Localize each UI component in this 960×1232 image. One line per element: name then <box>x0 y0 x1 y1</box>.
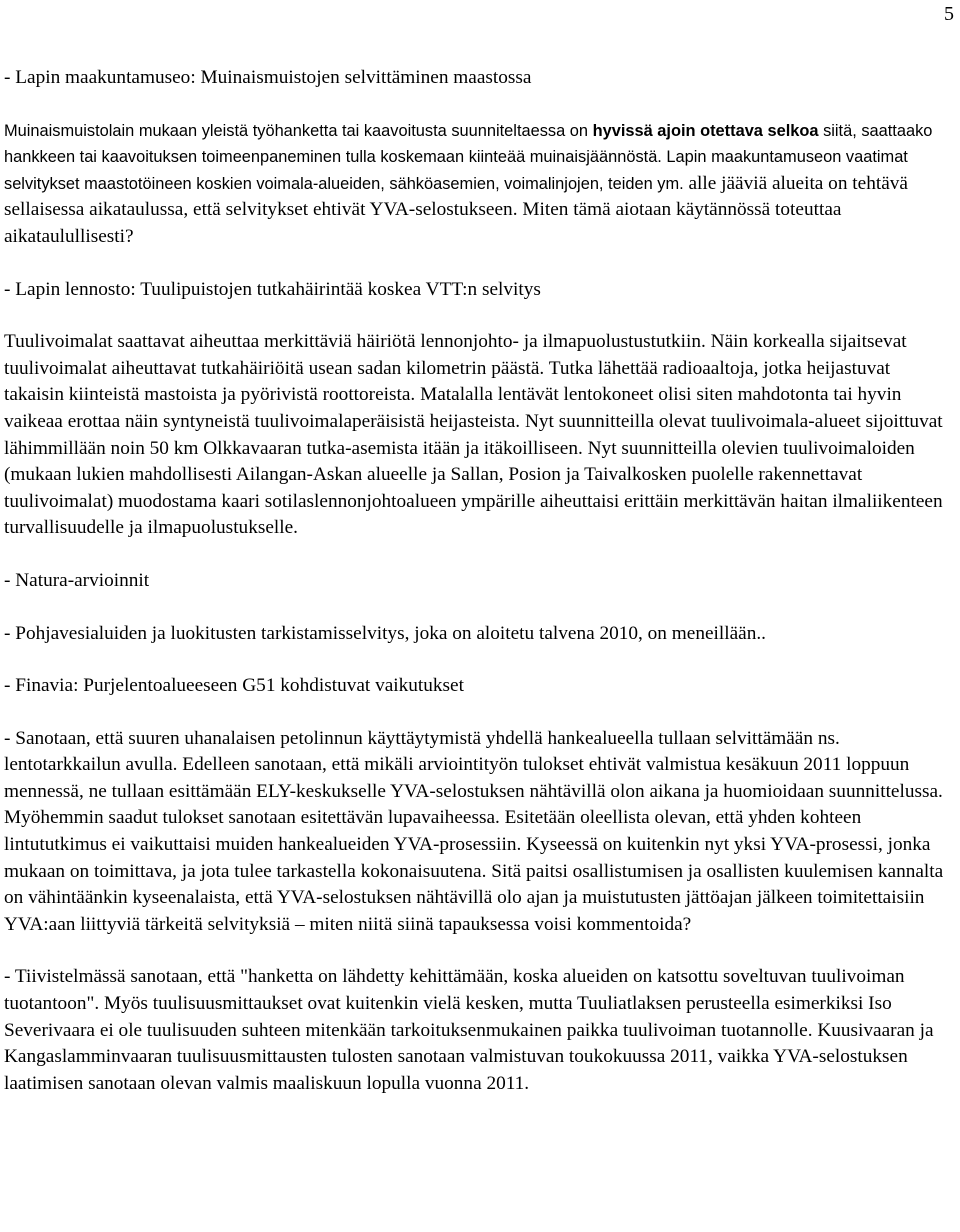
museo-paragraph <box>4 118 954 251</box>
page-number: 5 <box>944 3 954 25</box>
museo-text-1: Muinaismuistolain mukaan yleistä työhanketta tai kaavoitusta suunniteltaessa on <box>4 121 593 140</box>
museo-heading: - Lapin maakuntamuseo: Muinaismuistojen selvittäminen maastossa <box>4 67 532 88</box>
museo-text-3: alle jääviä alueita on tehtävä sellaisessa aikataulussa, että selvitykset ehtivät YVA-selostukseen. Miten tämä aiotaan käytännössä toteuttaa aikataulullisesti? <box>4 172 908 247</box>
tiivistelma-paragraph: - Tiivistelmässä sanotaan, että "hanketta on lähdetty kehittämään, koska alueiden on katsottu soveltuvan tuulivoiman tuotantoon". Myös tuulisuusmittaukset ovat kuitenkin vielä kesken, mutta Tuuliatlaksen perusteella esimerkiksi Iso Severivaara ei ole tuulisuuden suhteen mitenkään tarkoituksenmukainen paikka tuulivoiman tuotannolle. Kuusivaaran ja Kangaslamminvaaran tuulisuusmittausten tulosten sanotaan valmistuvan toukokuussa 2011, vaikka YVA-selostuksen laatimisen sanotaan olevan valmis maaliskuun lopulla vuonna 2011. <box>4 966 934 1094</box>
museo-bold-text: hyvissä ajoin otettava selkoa <box>592 121 819 140</box>
museo-text-2: siitä, saattaako hankkeen tai kaavoituksen toimeenpaneminen tulla koskemaan kiinteää muinaisjäännöstä. Lapin maakuntamuseon vaatimat selvitykset maastotöineen koskien voimala-alueiden, sähköasemien, voimalinjojen, teiden ym. <box>4 121 933 193</box>
sanotaan-paragraph: - Sanotaan, että suuren uhanalaisen petolinnun käyttäytymistä yhdellä hankealueella tullaan selvittämään ns. lentotarkkailun avulla. Edelleen sanotaan, että mikäli arviointityön tulokset ehtivät valmistua kesäkuun 2011 loppuun mennessä, ne tullaan esittämään ELY-keskukselle YVA-selostuksen nähtävillä olon aikana ja huomioidaan suunnittelussa. Myöhemmin saadut tulokset sanotaan esitettävän lupavaiheessa. Esitetään oleellista olevan, että yhden kohteen lintututkimus ei vaikuttaisi muiden hankealueiden YVA-prosessiin. Kyseessä on kuitenkin nyt yksi YVA-prosessi, jonka mukaan on toimittava, ja jota tulee tarkastella kokonaisuutena. Sitä paitsi osallistumisen ja osallisten kuulemisen kannalta on vähintäänkin kyseenalaista, että YVA-selostuksen nähtävillä olo ajan ja muistutusten jättöajan jälkeen toimitettaisiin YVA:aan liittyviä tärkeitä selvityksiä – miten niitä siinä tapauksessa voisi kommentoida? <box>4 727 944 935</box>
lennosto-heading: - Lapin lennosto: Tuulipuistojen tutkahäirintää koskea VTT:n selvitys <box>4 278 541 300</box>
document-body <box>4 65 954 1097</box>
lennosto-paragraph: Tuulivoimalat saattavat aiheuttaa merkittäviä häiriötä lennonjohto- ja ilmapuolustustutkiin. Näin korkealla sijaitsevat tuulivoimalat aiheuttavat tutkahäiriöitä usean sadan kilometrin päästä. Tutka lähettää radioaaltoja, jotka heijastuvat takaisin kiinteistä mastoista ja pyörivistä roottoreista. Matalalla lentävät lentokoneet olisi siten mahdotonta tai hyvin vaikeaa erottaa näin syntyneistä tuulivoimalaperäisistä heijasteista. Nyt suunnitteilla olevat tuulivoimala-alueet sijoittuvat lähimmillään noin 50 km Olkkavaaran tutka-asemista itään ja itäkoilliseen. Nyt suunnitteilla olevien tuulivoimaloiden (mukaan lukien mahdollisesti Ailangan-Askan alueelle ja Sallan, Posion ja Taivalkosken puolelle rakennettavat tuulivoimalat) muodostama kaari sotilaslennonjohtoalueen ympärille aiheuttaisi erittäin merkittävän haitan ilmaliikenteen turvallisuudelle ja ilmapuolustukselle. <box>4 331 943 539</box>
natura-heading: - Natura-arvioinnit <box>4 569 150 591</box>
finavia-heading: - Finavia: Purjelentoalueeseen G51 kohdistuvat vaikutukset <box>4 675 464 697</box>
pohjavesi-heading: - Pohjavesialuiden ja luokitusten tarkistamisselvitys, joka on aloitetu talvena 2010, on meneillään.. <box>4 622 766 644</box>
